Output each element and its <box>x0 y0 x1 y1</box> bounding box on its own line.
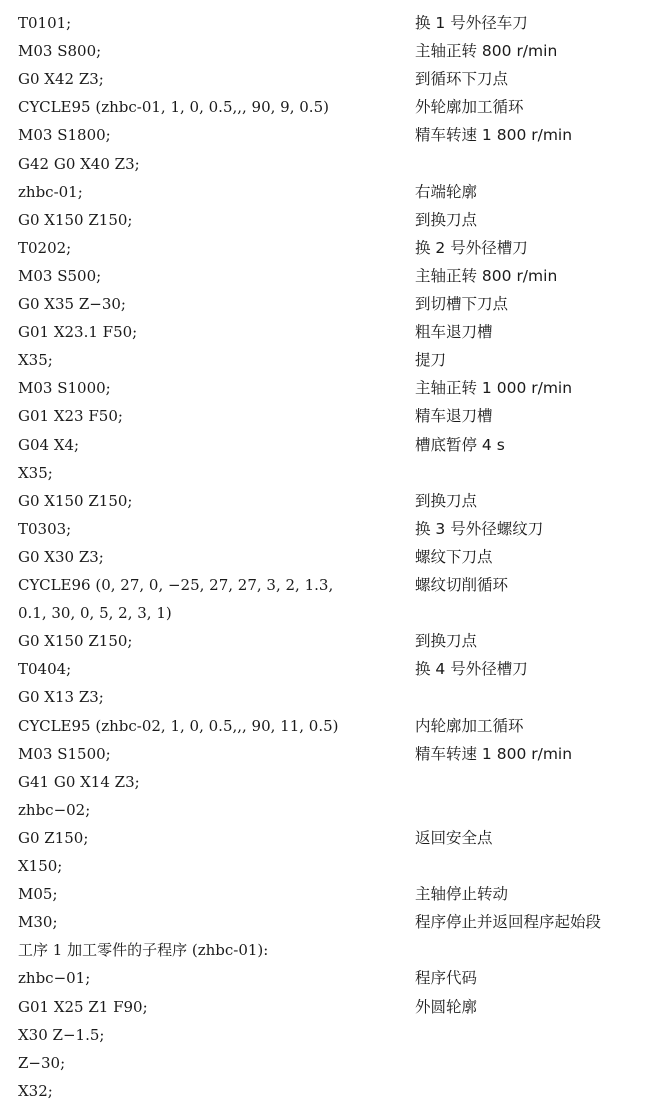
code-text: X30 Z−1.5; <box>18 1025 105 1044</box>
program-line <box>0 431 662 459</box>
code-text: T0101; <box>18 14 72 32</box>
comment-text: 精车转速 1 800 r/min <box>415 126 573 145</box>
program-line <box>0 627 662 655</box>
code-text: 0.1, 30, 0, 5, 2, 3, 1) <box>18 604 172 623</box>
program-line <box>0 262 662 290</box>
program-line <box>0 993 662 1021</box>
code-text: G01 X23.1 F50; <box>18 323 138 342</box>
code-text: X35; <box>18 351 53 370</box>
comment-text: 精车退刀槽 <box>415 407 493 426</box>
code-text: G0 X42 Z3; <box>18 70 104 89</box>
code-text: CYCLE96 (0, 27, 0, −25, 27, 27, 3, 2, 1.3, <box>18 576 334 594</box>
code-text: M30; <box>18 913 58 932</box>
program-line <box>0 37 662 65</box>
code-text: M03 S1500; <box>18 744 111 763</box>
comment-text: 主轴停止转动 <box>415 885 509 904</box>
code-text: CYCLE95 (zhbc-02, 1, 0, 0.5,,, 90, 11, 0.5) <box>18 716 339 735</box>
program-line <box>0 880 662 908</box>
program-line <box>0 824 662 852</box>
program-line <box>0 571 662 599</box>
comment-text: 精车转速 1 800 r/min <box>415 744 573 763</box>
comment-text: 外轮廓加工循环 <box>415 98 524 117</box>
program-line <box>0 852 662 880</box>
code-text: CYCLE95 (zhbc-01, 1, 0, 0.5,,, 90, 9, 0.5) <box>18 98 329 117</box>
code-text: G01 X25 Z1 F90; <box>18 997 148 1016</box>
code-text: X32; <box>18 1081 53 1100</box>
comment-text: 粗车退刀槽 <box>415 323 493 342</box>
program-line <box>0 93 662 121</box>
program-line <box>0 768 662 796</box>
program-line <box>0 459 662 487</box>
program-line <box>0 543 662 571</box>
comment-text: 主轴正转 800 r/min <box>415 42 558 61</box>
code-text: G0 X35 Z−30; <box>18 295 126 313</box>
code-text: zhbc−01; <box>18 969 91 988</box>
program-line <box>0 402 662 430</box>
code-text: G01 X23 F50; <box>18 407 123 426</box>
code-text: T0202; <box>18 238 72 257</box>
program-line <box>0 9 662 37</box>
program-line <box>0 65 662 93</box>
comment-text: 到换刀点 <box>415 491 478 510</box>
comment-text: 换 1 号外径车刀 <box>415 14 528 32</box>
code-text: zhbc-01; <box>18 182 83 201</box>
comment-text: 返回安全点 <box>415 828 493 847</box>
code-text: Z−30; <box>18 1053 66 1072</box>
code-text: G0 X150 Z150; <box>18 210 133 229</box>
code-text: M03 S1000; <box>18 379 111 398</box>
program-line <box>0 964 662 992</box>
code-text: G0 X13 Z3; <box>18 688 104 707</box>
comment-text: 螺纹下刀点 <box>415 547 493 566</box>
program-line <box>0 740 662 768</box>
program-line <box>0 318 662 346</box>
program-line <box>0 683 662 711</box>
comment-text: 到换刀点 <box>415 632 478 651</box>
comment-text: 换 3 号外径螺纹刀 <box>415 519 544 538</box>
comment-text: 到切槽下刀点 <box>415 295 509 313</box>
program-line <box>0 1021 662 1049</box>
code-text: M03 S1800; <box>18 126 111 145</box>
program-line <box>0 796 662 824</box>
code-text: G42 G0 X40 Z3; <box>18 154 140 173</box>
comment-text: 内轮廓加工循环 <box>415 716 524 735</box>
comment-text: 换 2 号外径槽刀 <box>415 238 528 257</box>
comment-text: 换 4 号外径槽刀 <box>415 660 528 679</box>
code-text: M03 S500; <box>18 266 102 285</box>
code-text: G0 X150 Z150; <box>18 632 133 651</box>
code-text: G0 X150 Z150; <box>18 491 133 510</box>
program-line <box>0 712 662 740</box>
program-line <box>0 234 662 262</box>
comment-text: 右端轮廓 <box>415 182 478 201</box>
comment-text: 主轴正转 1 000 r/min <box>415 379 573 398</box>
code-text: M05; <box>18 885 58 904</box>
comment-text: 螺纹切削循环 <box>415 576 509 594</box>
comment-text: 程序停止并返回程序起始段 <box>415 913 602 932</box>
program-line <box>0 178 662 206</box>
program-line <box>0 150 662 178</box>
code-text: G0 X30 Z3; <box>18 547 104 566</box>
program-line <box>0 487 662 515</box>
comment-text: 主轴正转 800 r/min <box>415 266 558 285</box>
code-text: M03 S800; <box>18 42 102 61</box>
program-line <box>0 290 662 318</box>
code-text: G41 G0 X14 Z3; <box>18 772 140 791</box>
code-text: T0404; <box>18 660 72 679</box>
comment-text: 提刀 <box>415 351 447 370</box>
program-line <box>0 515 662 543</box>
code-text: G0 Z150; <box>18 828 89 847</box>
code-text: X35; <box>18 463 53 482</box>
program-line <box>0 1077 662 1105</box>
program-line <box>0 121 662 149</box>
program-line <box>0 206 662 234</box>
code-text: zhbc−02; <box>18 800 91 819</box>
program-line <box>0 936 662 964</box>
program-line <box>0 908 662 936</box>
program-line <box>0 374 662 402</box>
code-text: T0303; <box>18 519 72 538</box>
program-line <box>0 599 662 627</box>
comment-text: 槽底暂停 4 s <box>415 435 505 454</box>
code-text: G04 X4; <box>18 435 80 454</box>
program-line <box>0 655 662 683</box>
code-text: X150; <box>18 857 63 875</box>
program-line <box>0 346 662 374</box>
code-text: 工序 1 加工零件的子程序 (zhbc-01): <box>18 941 269 960</box>
program-line <box>0 1049 662 1077</box>
comment-text: 到换刀点 <box>415 210 478 229</box>
comment-text: 程序代码 <box>415 969 478 988</box>
comment-text: 到循环下刀点 <box>415 70 509 89</box>
comment-text: 外圆轮廓 <box>415 997 478 1016</box>
